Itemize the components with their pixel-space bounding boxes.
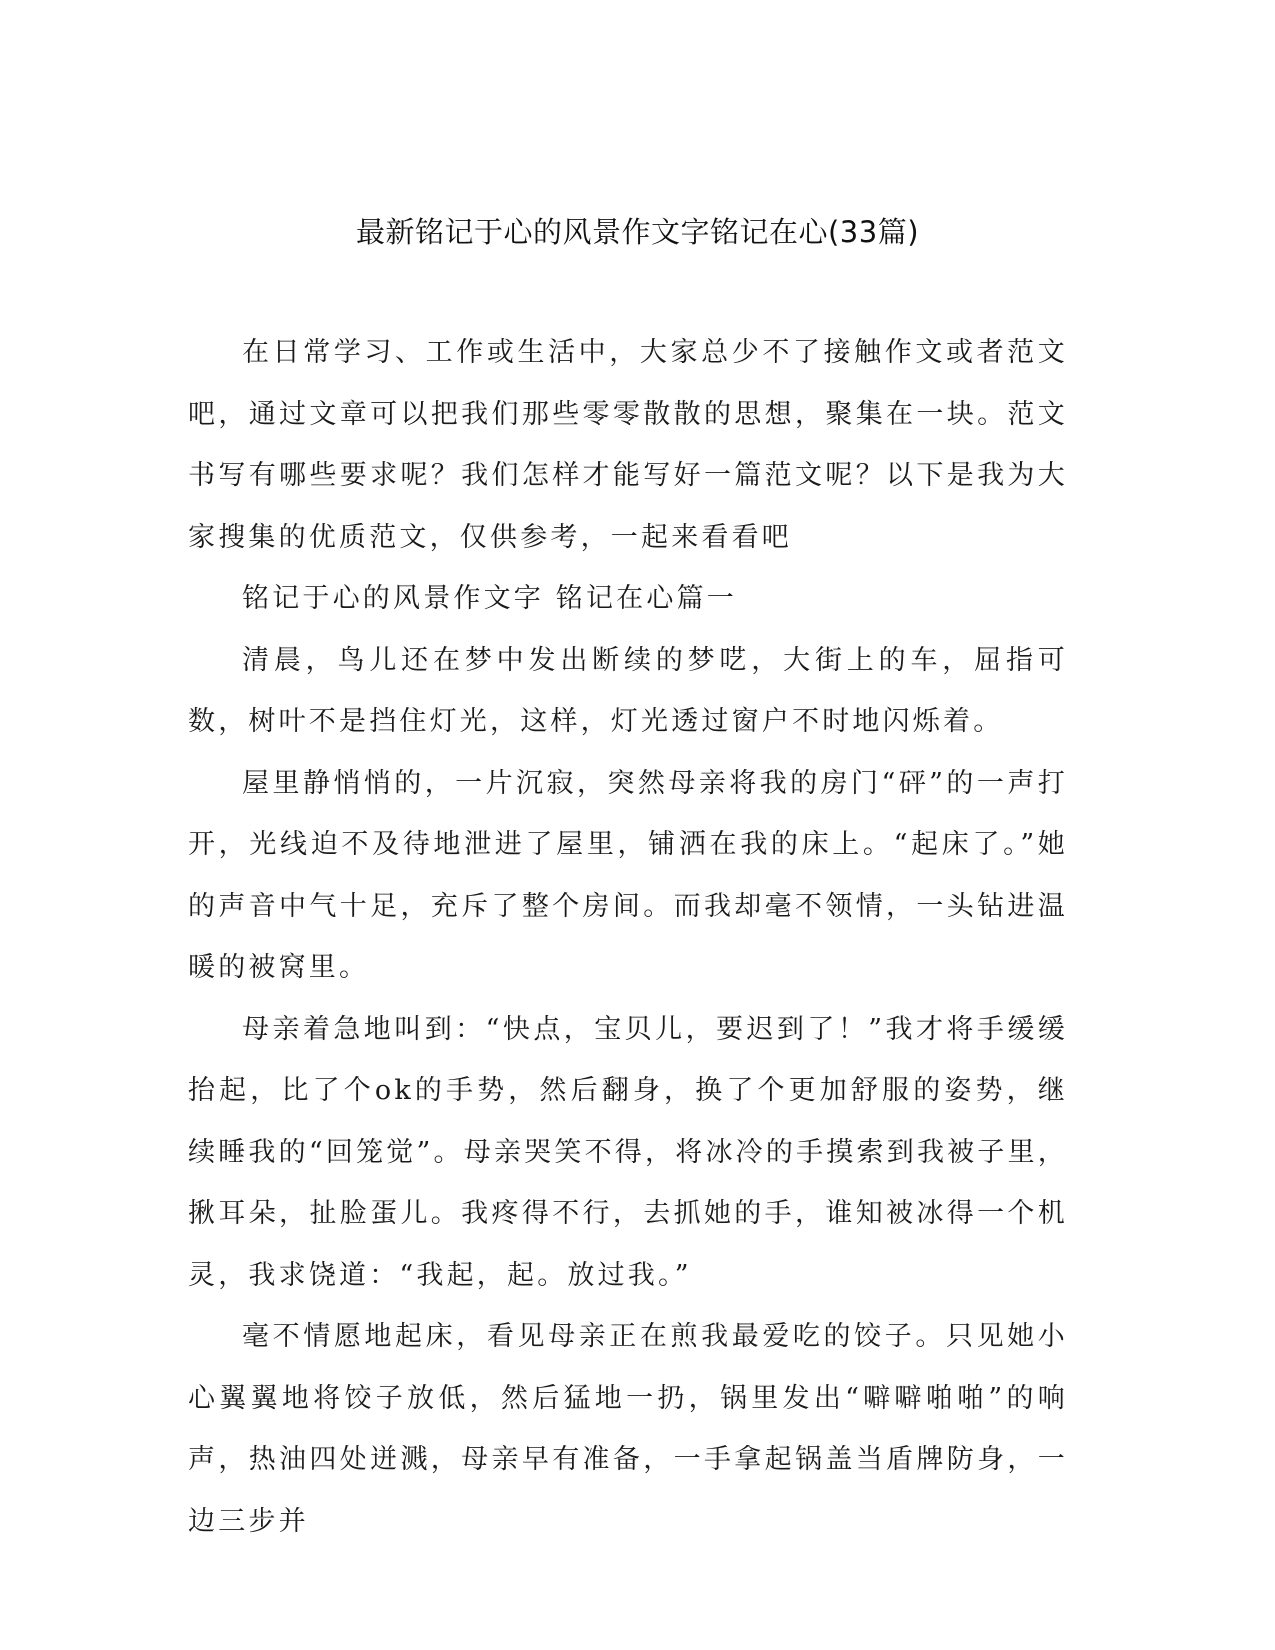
paragraph: 清晨，鸟儿还在梦中发出断续的梦呓，大街上的车，屈指可数，树叶不是挡住灯光，这样，灯光透过窗户不时地闪烁着。 xyxy=(188,644,1068,737)
paragraph: 屋里静悄悄的，一片沉寂，突然母亲将我的房门“砰”的一声打开，光线迫不及待地泄进了屋里，铺洒在我的床上。“起床了。”她的声音中气十足，充斥了整个房间。而我却毫不领情，一头钻进温暖的被窝里。 xyxy=(188,767,1068,983)
section-heading: 铭记于心的风景作文字 铭记在心篇一 xyxy=(242,583,737,614)
paragraph: 毫不情愿地起床，看见母亲正在煎我最爱吃的饺子。只见她小心翼翼地将饺子放低，然后猛地一扔，锅里发出“噼噼啪啪”的响声，热油四处迸溅，母亲早有准备，一手拿起锅盖当盾牌防身，一边三步并 xyxy=(188,1321,1068,1537)
paragraph-intro: 在日常学习、工作或生活中，大家总少不了接触作文或者范文吧，通过文章可以把我们那些零零散散的思想，聚集在一块。范文书写有哪些要求呢？我们怎样才能写好一篇范文呢？以下是我为大家搜集的优质范文，仅供参考，一起来看看吧 xyxy=(188,337,1068,553)
document-title: 最新铭记于心的风景作文字铭记在心(33篇) xyxy=(355,215,920,249)
paragraph: 母亲着急地叫到：“快点，宝贝儿，要迟到了！”我才将手缓缓抬起，比了个ok的手势，然后翻身，换了个更加舒服的姿势，继续睡我的“回笼觉”。母亲哭笑不得，将冰冷的手摸索到我被子里，揪耳朵，扯脸蛋儿。我疼得不行，去抓她的手，谁知被冰得一个机灵，我求饶道：“我起，起。放过我。” xyxy=(188,1013,1068,1291)
document-body xyxy=(188,322,1068,1552)
